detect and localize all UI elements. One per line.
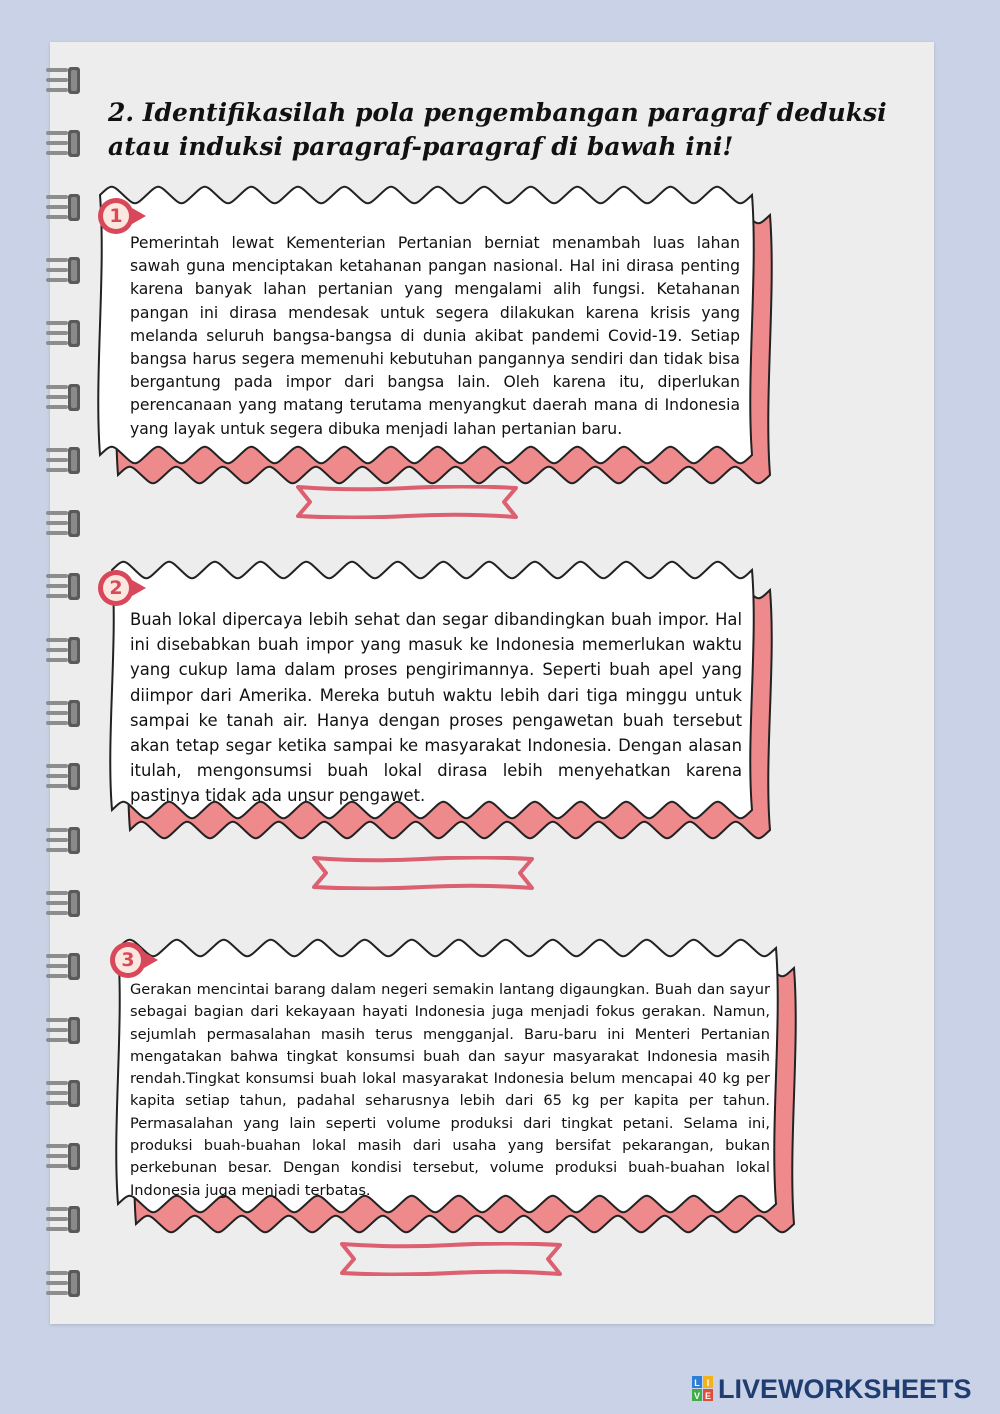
liveworksheets-badge-icon <box>692 1376 714 1402</box>
badge-letter: I <box>706 1378 710 1388</box>
paragraph-text: Pemerintah lewat Kementerian Pertanian berniat menambah luas lahan sawah guna menciptakan ketahanan pangan nasional. Hal ini dirasa penting karena banyak lahan pertanian yang mengalami alih fungsi. Ketahanan pangan ini dirasa mendesak untuk segera dilakukan karena krisis yang melanda seluruh bangsa-bangsa di dunia akibat pandemi Covid-19. Setiap bangsa harus segera memenuhi kebutuhan pangannya sendiri dan tidak bisa bergantung pada impor dari bangsa lain. Oleh karena itu, diperlukan perencanaan yang matang terutama menyangkut daerah mana di Indonesia yang layak untuk segera dibuka menjadi lahan pertanian baru. <box>130 234 740 438</box>
exercise-title: 2. Identifikasilah pola pengembangan paragraf deduksi atau induksi paragraf-paragraf di bawah ini! <box>108 98 887 161</box>
badge-letter: E <box>704 1391 712 1401</box>
badge-number: 1 <box>109 205 123 227</box>
badge-letter: L <box>694 1378 700 1388</box>
paragraph-text: Gerakan mencintai barang dalam negeri semakin lantang digaungkan. Buah dan sayur sebagai bagian dari kekayaan hayati Indonesia juga menjadi fokus gerakan. Namun, sejumlah permasalahan masih terus mengganjal. Baru-baru ini Menteri Pertanian mengatakan bahwa tingkat konsumsi buah dan sayur masyarakat Indonesia masih rendah.Tingkat konsumsi buah lokal masyarakat Indonesia belum mencapai 40 kg per kapita setiap tahun, padahal seharusnya lebih dari 65 kg per kapita per tahun. Permasalahan yang lain seperti volume produksi dari tingkat petani. Selama ini, produksi buah-buahan lokal masih dari usaha yang bersifat pekarangan, bukan perkebunan besar. Dengan kondisi tersebut, volume produksi buah-buahan lokal Indonesia juga menjadi terbatas. <box>130 981 770 1199</box>
liveworksheets-logo <box>692 1372 972 1406</box>
badge-letter: V <box>693 1391 701 1401</box>
badge-number: 2 <box>109 577 123 599</box>
paragraph-number-badge <box>108 940 148 980</box>
badge-number: 3 <box>121 949 135 971</box>
ribbon-frame <box>340 1242 562 1276</box>
liveworksheets-wordmark: LIVEWORKSHEETS <box>718 1373 972 1404</box>
paragraph-text: Buah lokal dipercaya lebih sehat dan segar dibandingkan buah impor. Hal ini disebabkan buah impor yang masuk ke Indonesia memerlukan waktu yang cukup lama dalam proses pengirimannya. Seperti buah apel yang diimpor dari Amerika. Mereka butuh waktu lebih dari tiga minggu untuk sampai ke tanah air. Hanya dengan proses pengawetan buah tersebut akan tetap segar ketika sampai ke masyarakat Indonesia. Dengan alasan itulah, mengonsumsi buah lokal dirasa lebih menyehatkan karena pastinya tidak ada unsur pengawet. <box>130 610 742 806</box>
answer-box[interactable] <box>340 1242 562 1276</box>
